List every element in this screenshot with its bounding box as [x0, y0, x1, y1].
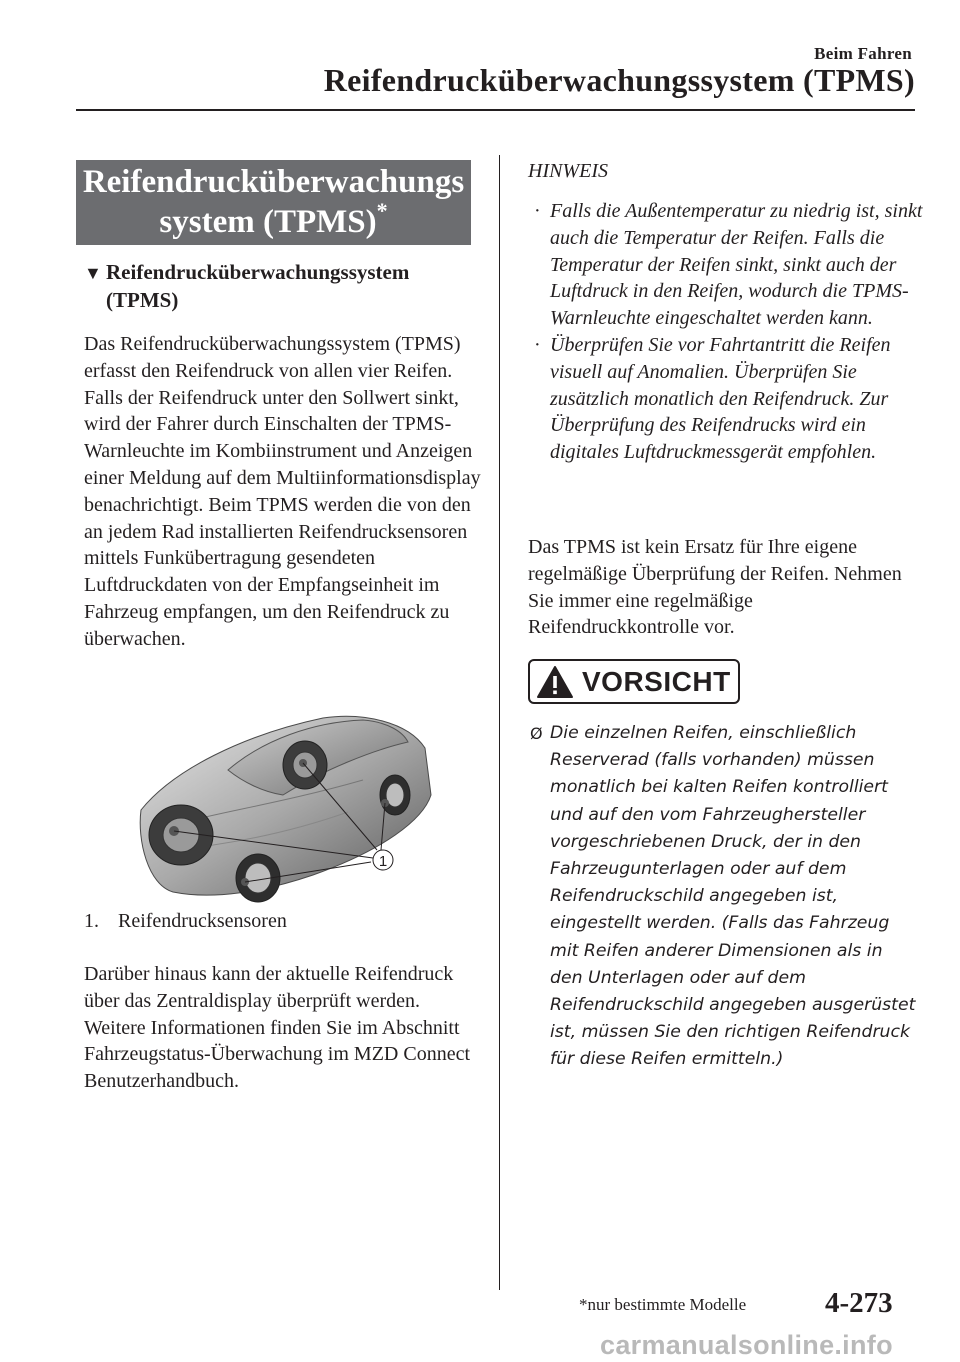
- hinweis-item: [528, 198, 923, 332]
- bullet-dot-icon: ·: [534, 200, 541, 222]
- footnote: *nur bestimmte Modelle: [579, 1295, 747, 1314]
- hinweis-heading: HINWEIS: [528, 160, 608, 182]
- arrow-bullet-icon: Ø: [530, 724, 543, 743]
- callout-1-label: 1: [378, 853, 388, 870]
- bullet-dot-icon: ·: [534, 333, 541, 356]
- hinweis-item: [528, 332, 923, 466]
- figure-caption-text: Reifendrucksensoren: [118, 910, 287, 932]
- running-header-section: Beim Fahren: [814, 44, 912, 63]
- additional-paragraph-2: Weitere Informationen finden Sie im Abschnitt Fahrzeugstatus-Überwachung im MZD Connect Benutzerhandbuch.: [84, 1016, 471, 1093]
- caution-body: Die einzelnen Reifen, einschließlich Reserverad (falls vorhanden) müssen monatlich bei kalten Reifen kontrolliert und auf den vom Fahrzeughersteller vorgeschriebenen Druck, der in den Fahrzeugunterlagen oder auf dem Reifendruckschild angegeben ist, eingestellt werden. (Falls das Fahrzeug mit Reifen anderer Dimensionen als in den Unterlagen oder auf dem Reifendruckschild angegeben ausgerüstet ist, müssen Sie den richtigen Reifendruck für diese Reifen ermitteln.): [550, 723, 916, 1070]
- section-heading-line-2: (TPMS): [106, 288, 179, 312]
- caution-label-box: [528, 659, 740, 704]
- car-tire-sensor-illustration: [133, 700, 433, 910]
- warning-triangle-icon: [536, 665, 574, 699]
- figure-caption: [84, 908, 287, 934]
- hinweis-item-text: Falls die Außentemperatur zu niedrig ist, sinkt auch die Temperatur der Reifen. Falls die Temperatur der Reifen sinkt, sinkt auch der Luftdruck in den Reifen, wodurch die TPMS-Warnleuchte eingeschaltet werden kann.: [550, 200, 923, 330]
- banner-line-1: Reifendrucküberwachungs: [82, 164, 465, 200]
- intro-paragraph: Das Reifendrucküberwachungssystem (TPMS) erfasst den Reifendruck von allen vier Reifen. Falls der Reifendruck unter den Sollwert sinkt, wird der Fahrer durch Einschalten der TPMS-Warnleuchte im Kombiinstrument und Anzeigen einer Meldung auf dem Multiinformationsdisplay benachrichtigt. Beim TPMS werden die von den an jedem Rad installierten Reifendrucksensoren mittels Funkübertragung gesendeten Luftdruckdaten von der Empfangseinheit im Fahrzeug empfangen, um den Reifendruck zu überwachen.: [84, 333, 481, 650]
- caution-label: VORSICHT: [582, 665, 731, 697]
- chapter-banner: [76, 160, 471, 245]
- section-heading-line-1: Reifendrucküberwachungssystem: [106, 260, 410, 284]
- triangle-marker-icon: ▼: [84, 263, 102, 283]
- banner-line-2: [76, 198, 471, 242]
- caution-text: [530, 720, 920, 1074]
- hinweis-item-text: Überprüfen Sie vor Fahrtantritt die Reifen visuell auf Anomalien. Überprüfen Sie zusätzlich monatlich den Reifendruck. Zur Überprüfung des Reifendrucks wird ein digitales Luftdruckmessgerät empfohlen.: [550, 333, 891, 464]
- header-rule: [76, 109, 915, 111]
- page-number: 4-273: [825, 1287, 893, 1319]
- hinweis-list: [528, 198, 923, 466]
- column-divider: [499, 155, 500, 1290]
- section-heading: [84, 259, 464, 314]
- additional-paragraph-1: Darüber hinaus kann der aktuelle Reifendruck über das Zentraldisplay überprüft werden.: [84, 963, 454, 1012]
- figure-caption-number: 1.: [84, 910, 99, 932]
- running-header-title: Reifendrucküberwachungssystem (TPMS): [323, 62, 915, 98]
- watermark: carmanualsonline.info: [600, 1330, 893, 1360]
- banner-asterisk: *: [376, 198, 388, 223]
- banner-line-2-text: system (TPMS): [159, 204, 377, 240]
- additional-info: [84, 961, 484, 1095]
- tpms-paragraph: Das TPMS ist kein Ersatz für Ihre eigene regelmäßige Überprüfung der Reifen. Nehmen Sie immer eine regelmäßige Reifendruckkontrolle vor.: [528, 536, 902, 639]
